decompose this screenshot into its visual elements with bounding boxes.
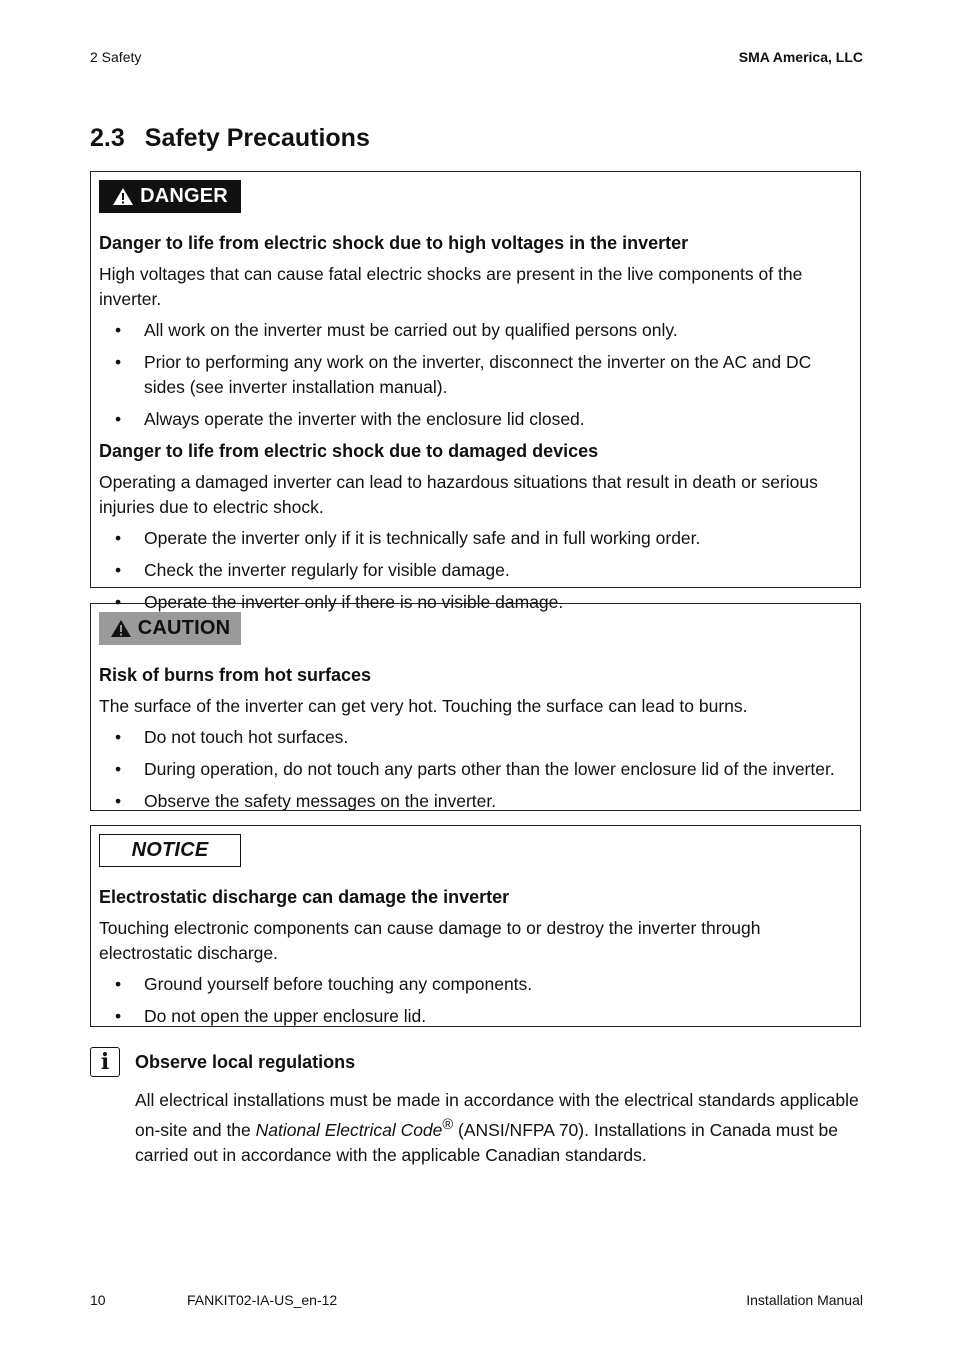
list-item: • Check the inverter regularly for visible damage. (115, 560, 510, 580)
danger-label (99, 180, 241, 213)
list-item: • Prior to performing any work on the inverter, disconnect the inverter on the AC and DC sides (see inverter installation manual). (115, 352, 812, 397)
danger-label-text: DANGER (140, 185, 228, 207)
danger-text-2: Operating a damaged inverter can lead to hazardous situations that result in death or serious injuries due to electric shock. (99, 472, 818, 517)
info-text: All electrical installations must be made in accordance with the electrical standards applicable on-site and the National Electrical Code® (ANSI/NFPA 70). Installations in Canada must be carried out in accordance with the applicable Canadian standards. (135, 1090, 859, 1165)
document-type: Installation Manual (746, 1292, 863, 1308)
notice-box (90, 825, 861, 1027)
list-item: • Ground yourself before touching any components. (115, 974, 533, 994)
caution-bullets (99, 725, 856, 814)
caution-label-text: CAUTION (137, 617, 231, 639)
document-id: FANKIT02-IA-US_en-12 (187, 1292, 338, 1308)
warning-triangle-icon (110, 619, 132, 638)
danger-heading-1: Danger to life from electric shock due to high voltages in the inverter (99, 233, 689, 253)
danger-box (90, 171, 861, 612)
section-title-text: Safety Precautions (144, 124, 370, 152)
caution-heading: Risk of burns from hot surfaces (99, 665, 372, 685)
running-header-company: SMA America, LLC (738, 49, 863, 65)
danger-heading-2: Danger to life from electric shock due to damaged devices (99, 441, 599, 461)
list-item: • Do not touch hot surfaces. (115, 727, 349, 747)
danger-text-1: High voltages that can cause fatal electric shocks are present in the live components of the inverter. (99, 264, 803, 309)
list-item: • All work on the inverter must be carried out by qualified persons only. (115, 320, 678, 340)
info-heading: Observe local regulations (135, 1052, 356, 1072)
section-title (90, 124, 370, 153)
running-header-chapter: 2 Safety (90, 49, 142, 65)
page-number: 10 (90, 1292, 106, 1308)
caution-box (90, 603, 861, 811)
danger-bullets-1 (99, 318, 856, 432)
notice-text: Touching electronic components can cause damage to or destroy the inverter through electrostatic discharge. (99, 918, 761, 963)
list-item: • During operation, do not touch any parts other than the lower enclosure lid of the inverter. (115, 759, 835, 779)
list-item: • Always operate the inverter with the enclosure lid closed. (115, 409, 585, 429)
danger-bullets-2 (99, 526, 856, 615)
list-item: • Observe the safety messages on the inverter. (115, 791, 497, 811)
code-title: National Electrical Code (255, 1119, 443, 1140)
notice-label: NOTICE (99, 834, 241, 867)
list-item: • Operate the inverter only if there is no visible damage. (115, 592, 564, 612)
list-item: • Operate the inverter only if it is technically safe and in full working order. (115, 528, 701, 548)
caution-label (99, 612, 241, 645)
notice-heading: Electrostatic discharge can damage the inverter (99, 887, 510, 907)
caution-text: The surface of the inverter can get very hot. Touching the surface can lead to burns. (99, 696, 748, 716)
list-item: • Do not open the upper enclosure lid. (115, 1006, 427, 1026)
warning-triangle-icon (112, 187, 134, 206)
info-icon: i (90, 1047, 120, 1077)
registered-mark: ® (442, 1117, 454, 1133)
section-number: 2.3 (90, 124, 125, 152)
notice-bullets (99, 972, 856, 1029)
